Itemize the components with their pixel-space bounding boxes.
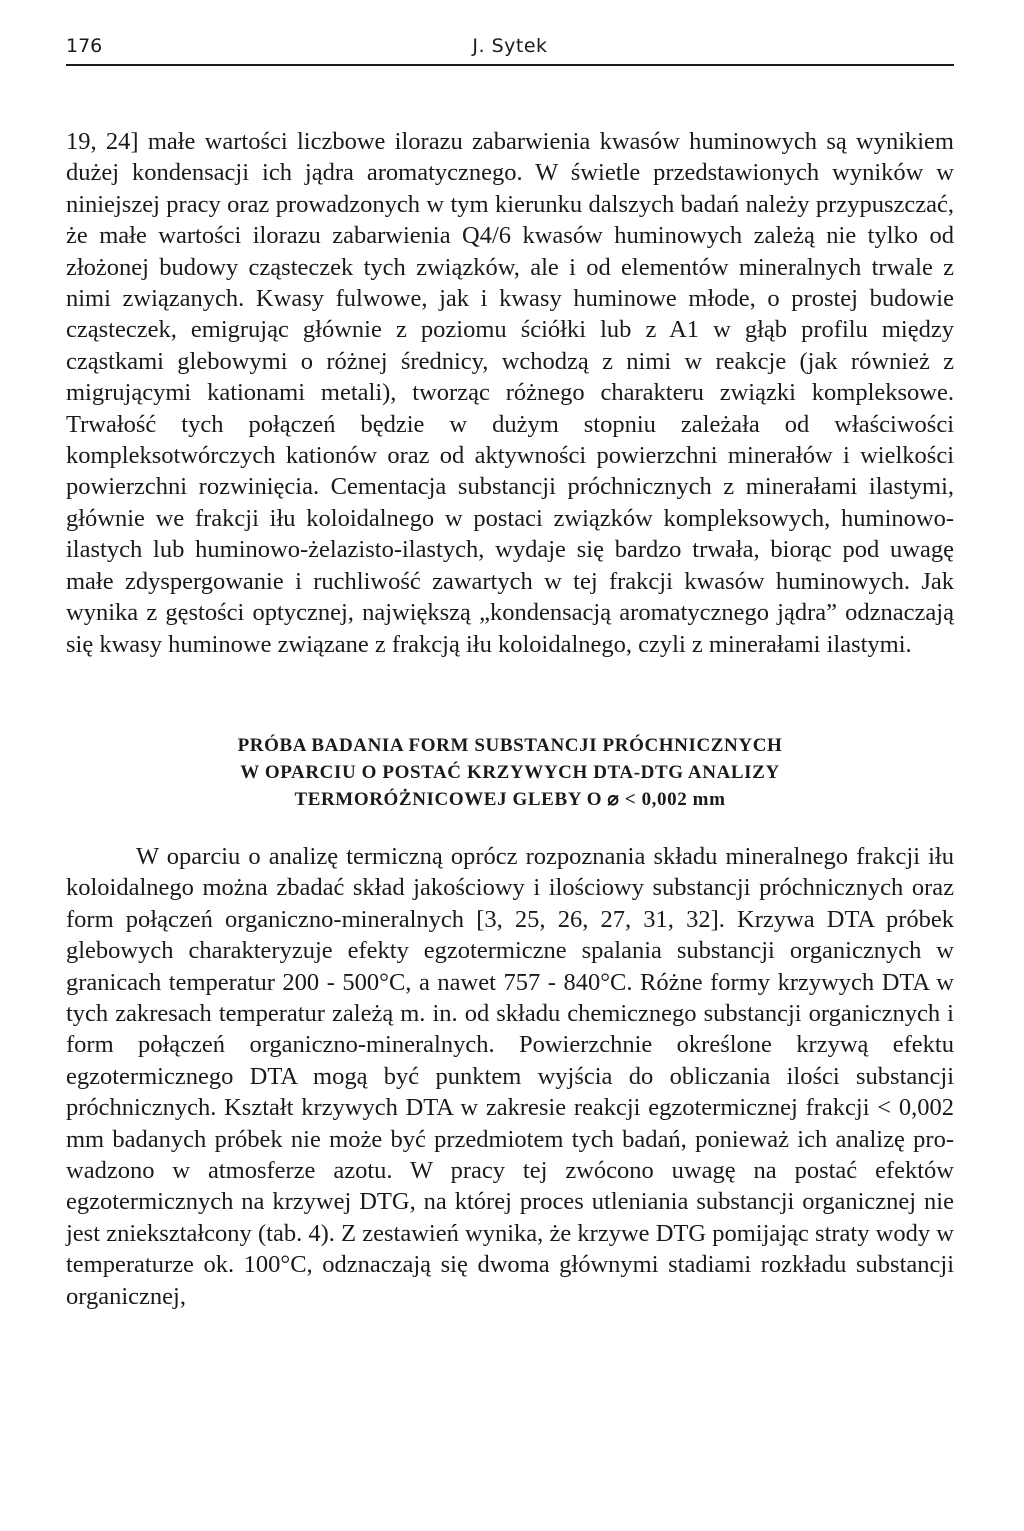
page-number: 176 <box>66 35 103 57</box>
header-rule <box>66 64 954 66</box>
document-page <box>66 30 954 1312</box>
body-paragraph-2: W oparciu o analizę termiczną oprócz rozpoznania składu mineralnego frakcji iłu koloidalnego można zbadać skład jakościowy i ilościowy substancji próchnicznych oraz form połączeń organiczno-mineralnych [3, 25, 26, 27, 31, 32]. Krzywa DTA próbek glebowych charakteryzuje efekty egzotermiczne spalania substancji organicznych w granicach temperatur 200 - 500°C, a nawet 757 - 840°C. Różne formy krzywych DTA w tych zakresach temperatur zależą m. in. od składu chemicznego substancji organicznych i form połączeń organiczno-mineralnych. Powierzchnie określone krzywą efektu egzotermicznego DTA mogą być punktem wyjścia do obliczania ilości substancji próchnicznych. Kształt krzywych DTA w zakresie reakcji egzotermicznej frakcji < 0,002 mm badanych próbek nie może być przedmiotem tych badań, ponieważ ich analizę prowadzono w atmosferze azotu. W pracy tej zwócono uwagę na postać efektów egzotermicznych na krzywej DTG, na której proces utleniania substancji organicznej nie jest zniekształcony (tab. 4). Z zestawień wynika, że krzywe DTG pomijając straty wody w temperaturze ok. 100°C, odznaczają się dwoma głównymi stadiami rozkładu substancji organicznej, <box>66 842 954 1310</box>
section-heading-line-1: PRÓBA BADANIA FORM SUBSTANCJI PRÓCHNICZNYCH <box>237 734 783 756</box>
running-header <box>66 30 954 62</box>
body-paragraph-1: 19, 24] małe wartości liczbowe ilorazu zabarwienia kwasów huminowych są wynikiem dużej kondensacji ich jądra aromatycznego. W świetle przedstawionych wyników w niniejszej pracy oraz prowadzonych w tym kierunku dalszych badań należy przypuszczać, że małe wartości ilorazu zabarwienia Q4/6 kwasów huminowych zależą nie tylko od złożonej budowy cząsteczek tych związków, ale i od elementów mineralnych trwale z nimi związanych. Kwasy fulwowe, jak i kwasy huminowe młode, o prostej budowie cząsteczek, emigrując głównie z poziomu ściółki lub z A1 w głąb profilu między cząstkami glebowymi o różnej średnicy, wchodzą z nimi w reakcje (jak również z migrującymi kationami metali), tworząc różnego charakteru związki kompleksowe. Trwałość tych połączeń będzie w dużym stopniu zależała od właściwości kompleksotwórczych kationów oraz od aktywności powierzchni minerałów i wielkości powierzchni rozwinięcia. Cementacja substancji próchnicznych z minerałami ilastymi, głównie we frakcji iłu koloidalnego w postaci związków kompleksowych, huminowo-ilastych lub huminowo-żelazisto-ilastych, wydaje się bardzo trwała, biorąc pod uwagę małe zdyspergowanie i ruchliwość zawartych w tej frakcji kwasów huminowych. Jak wynika z gęstości optycznej, największą „kondensacją aromatycznego jądra” odznaczają się kwasy huminowe związane z frakcją iłu koloidalnego, czyli z minerałami ilastymi. <box>66 128 954 658</box>
running-title: J. Sytek <box>472 35 548 57</box>
section-heading-line-2: W OPARCIU O POSTAĆ KRZYWYCH DTA-DTG ANALIZY <box>240 761 780 783</box>
section-heading <box>66 732 954 813</box>
section-heading-line-3: TERMORÓŻNICOWEJ GLEBY O ⌀ < 0,002 mm <box>294 788 726 810</box>
